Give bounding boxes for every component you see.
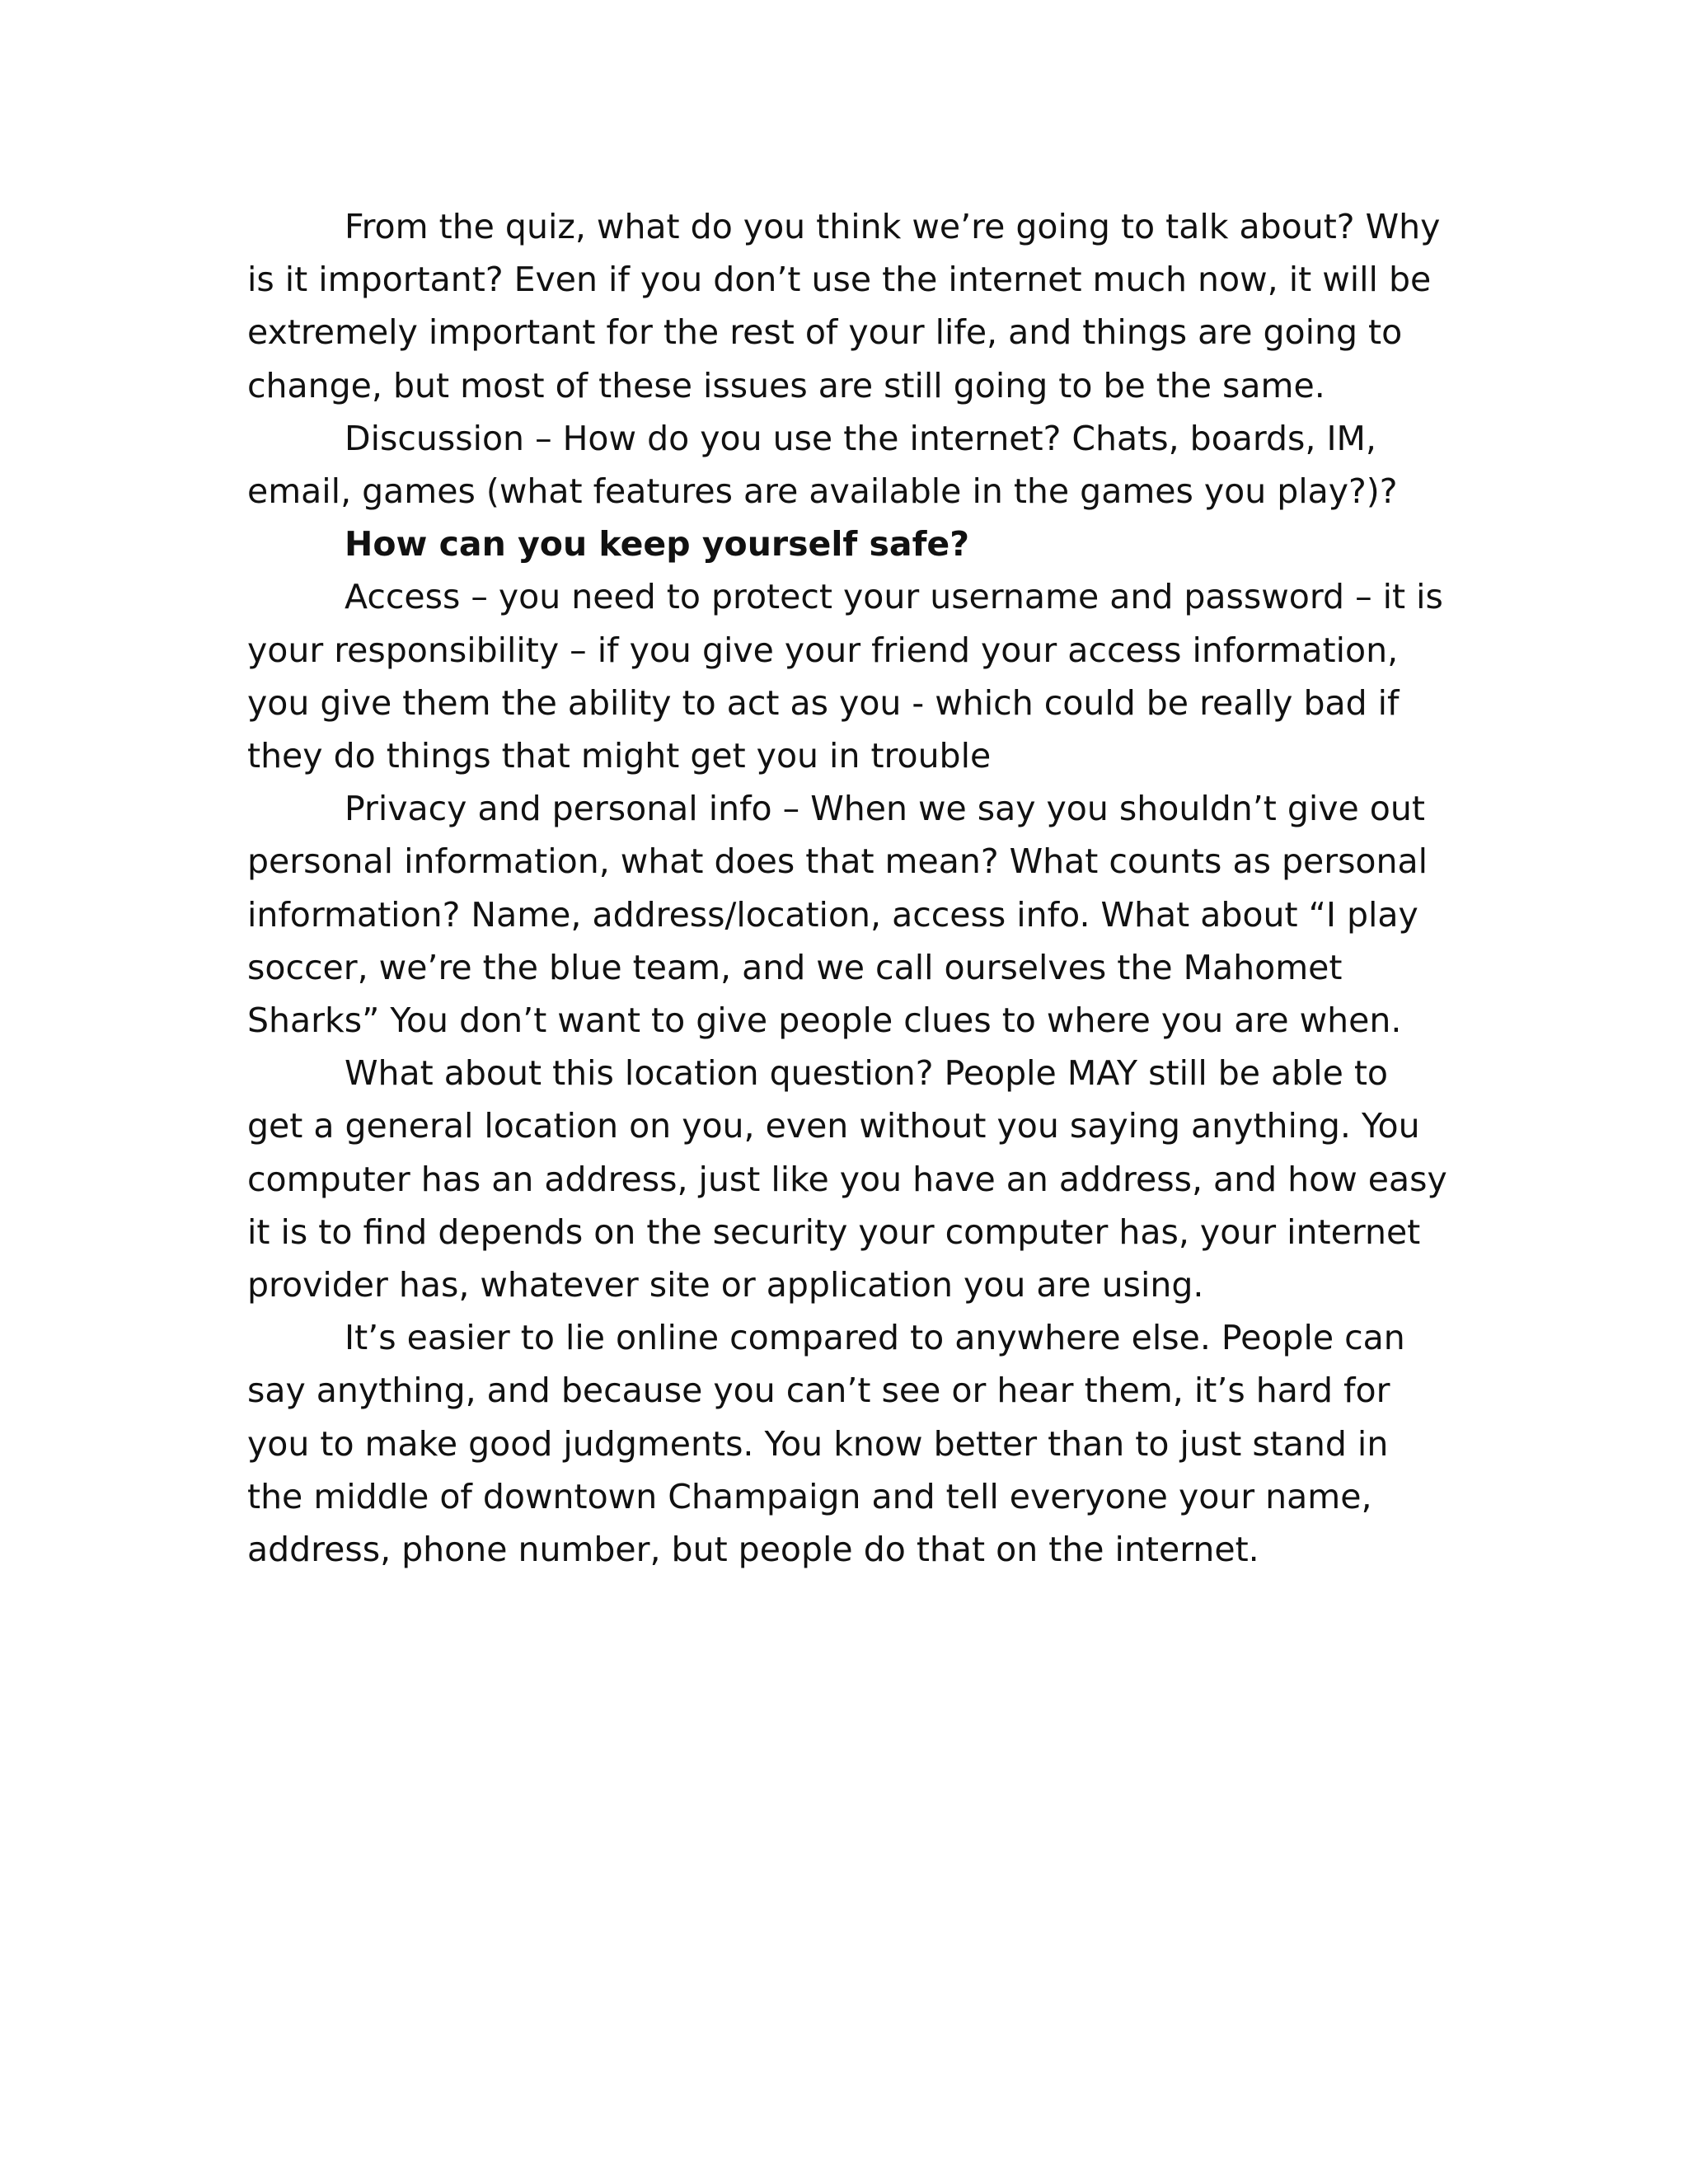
section-heading: How can you keep yourself safe? xyxy=(345,524,969,565)
document-page xyxy=(247,200,1451,1576)
paragraph-access: Access – you need to protect your username and password – it is your responsibility – if you give your friend your access information, you give them the ability to act as you - which could be really bad if they do things that might get you in trouble xyxy=(247,577,1443,776)
paragraph-discussion: Discussion – How do you use the internet? Chats, boards, IM, email, games (what features are available in the games you play?)? xyxy=(247,418,1398,512)
paragraph-lying: It’s easier to lie online compared to anywhere else. People can say anything, and because you can’t see or hear them, it’s hard for you to make good judgments. You know better than to just stand in the middle of downtown Champaign and tell everyone your name, address, phone number, but people do that on the internet. xyxy=(247,1318,1405,1570)
paragraph-privacy: Privacy and personal info – When we say you shouldn’t give out personal information, what does that mean? What counts as personal information? Name, address/location, access info. What about “I play soccer, we’re the blue team, and we call ourselves the Mahomet Sharks” You don’t want to give people clues to where you are when. xyxy=(247,789,1428,1041)
paragraph-quiz: From the quiz, what do you think we’re going to talk about? Why is it important? Even if you don’t use the internet much now, it will be extremely important for the rest of your life, and things are going to change, but most of these issues are still going to be the same. xyxy=(247,207,1441,405)
paragraph-location: What about this location question? People MAY still be able to get a general location on you, even without you saying anything. You computer has an address, just like you have an address, and how easy it is to find depends on the security your computer has, your internet provider has, whatever site or application you are using. xyxy=(247,1053,1447,1305)
